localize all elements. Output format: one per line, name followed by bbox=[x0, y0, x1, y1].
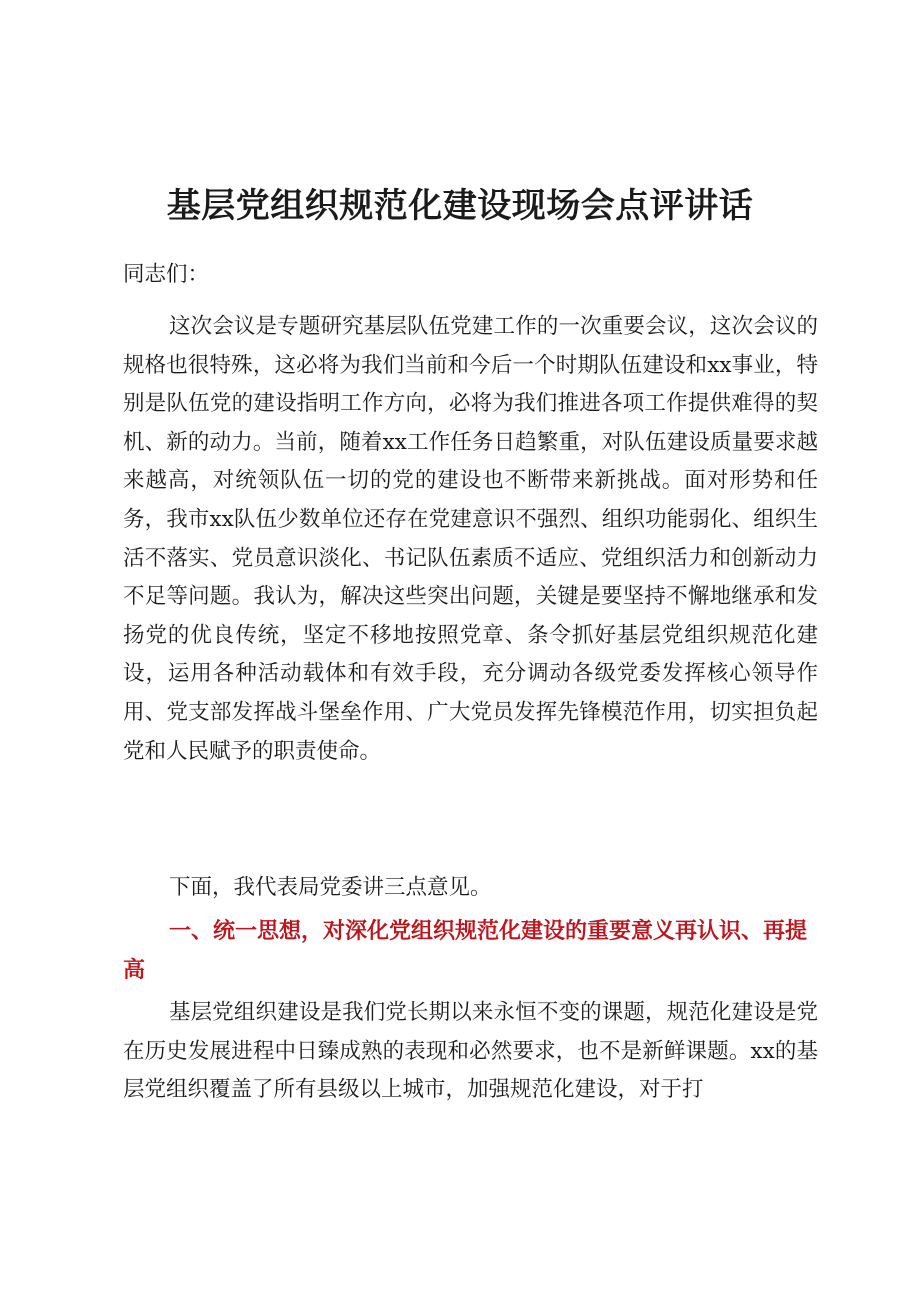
section-heading-1: 一、统一思想，对深化党组织规范化建设的重要意义再认识、再提高 bbox=[123, 919, 808, 983]
document-title: 基层党组织规范化建设现场会点评讲话 bbox=[166, 186, 754, 226]
paragraph-intro: 这次会议是专题研究基层队伍党建工作的一次重要会议，这次会议的规格也很特殊，这必将为我们当前和今后一个时期队伍建设和xx事业，特别是队伍党的建设指明工作方向，必将为我们推进各项工作提供难得的契机、新的动力。当前，随着xx工作任务日趋繁重，对队伍建设质量要求越来越高，对统领队伍一切的党的建设也不断带来新挑战。面对形势和任务，我市xx队伍少数单位还存在党建意识不强烈、组织功能弱化、组织生活不落实、党员意识淡化、书记队伍素质不适应、党组织活力和创新动力不足等问题。我认为，解决这些突出问题，关键是要坚持不懈地继承和发扬党的优良传统，坚定不移地按照党章、条令抓好基层党组织规范化建设，运用各种活动载体和有效手段，充分调动各级党委发挥核心领导作用、党支部发挥战斗堡垒作用、广大党员发挥先锋模范作用，切实担负起党和人民赋予的职责使命。 bbox=[123, 314, 818, 764]
salutation: 同志们： bbox=[123, 262, 210, 287]
paragraph-transition: 下面，我代表局党委讲三点意见。 bbox=[169, 875, 492, 900]
paragraph-section-1: 基层党组织建设是我们党长期以来永恒不变的课题，规范化建设是党在历史发展进程中日臻成熟的表现和必然要求，也不是新鲜课题。xx的基层党组织覆盖了所有县级以上城市，加强规范化建设，对于打 bbox=[123, 1000, 818, 1103]
